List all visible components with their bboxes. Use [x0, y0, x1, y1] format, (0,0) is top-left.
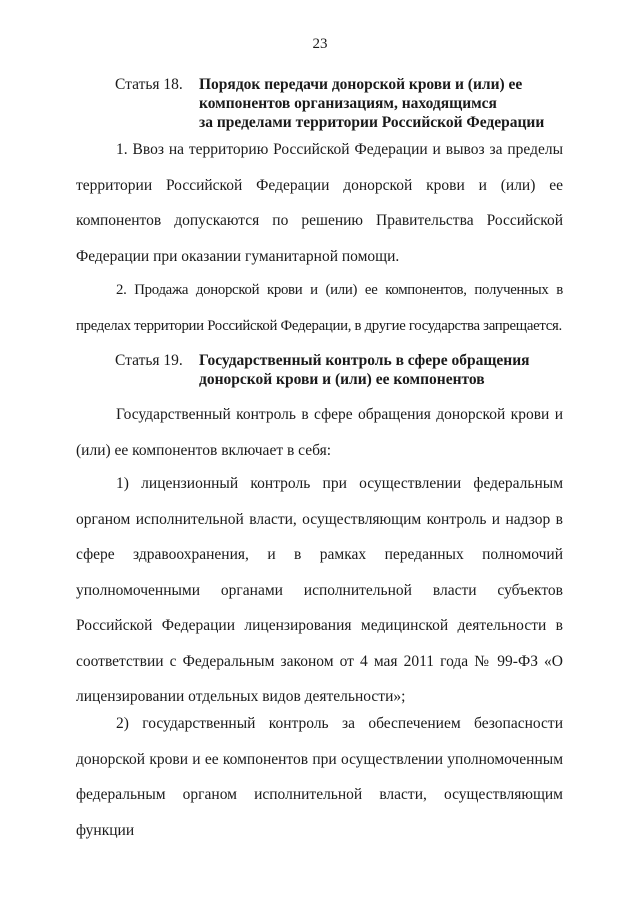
- article-19-item-2: 2) государственный контроль за обеспечением безопасности донорской крови и ее компонентов при осуществлении уполномоченным федеральным органом исполнительной власти, осуществляющим функции: [76, 715, 563, 839]
- article-19-intro: Государственный контроль в сфере обращения донорской крови и (или) ее компонентов включает в себя:: [76, 406, 563, 459]
- article-18-title: Порядок передачи донорской крови и (или) ее компонентов организациям, находящимся за пределами территории Российской Федерации: [199, 76, 545, 131]
- article-18-paragraph-2: 2. Продажа донорской крови и (или) ее компонентов, полученных в пределах территории Российской Федерации, в другие государства запрещается.: [76, 282, 563, 334]
- page-number: 23: [312, 36, 328, 52]
- article-19-item-1: 1) лицензионный контроль при осуществлении федеральным органом исполнительной власти, осуществляющим контроль и надзор в сфере здравоохранения, и в рамках переданных полномочий уполномоченными органами исполнительной власти субъектов Российской Федерации лицензирования медицинской деятельности в соответствии с Федеральным законом от 4 мая 2011 года № 99-ФЗ «О лицензировании отдельных видов деятельности»;: [76, 475, 563, 705]
- article-19-label: Статья 19.: [115, 352, 183, 369]
- article-18-paragraph-1: 1. Ввоз на территорию Российской Федерации и вывоз за пределы территории Российской Федерации донорской крови и (или) ее компонентов допускаются по решению Правительства Российской Федерации при оказании гуманитарной помощи.: [76, 141, 563, 265]
- article-19-title: Государственный контроль в сфере обращения донорской крови и (или) ее компонентов: [199, 352, 530, 388]
- article-18-label: Статья 18.: [115, 76, 183, 93]
